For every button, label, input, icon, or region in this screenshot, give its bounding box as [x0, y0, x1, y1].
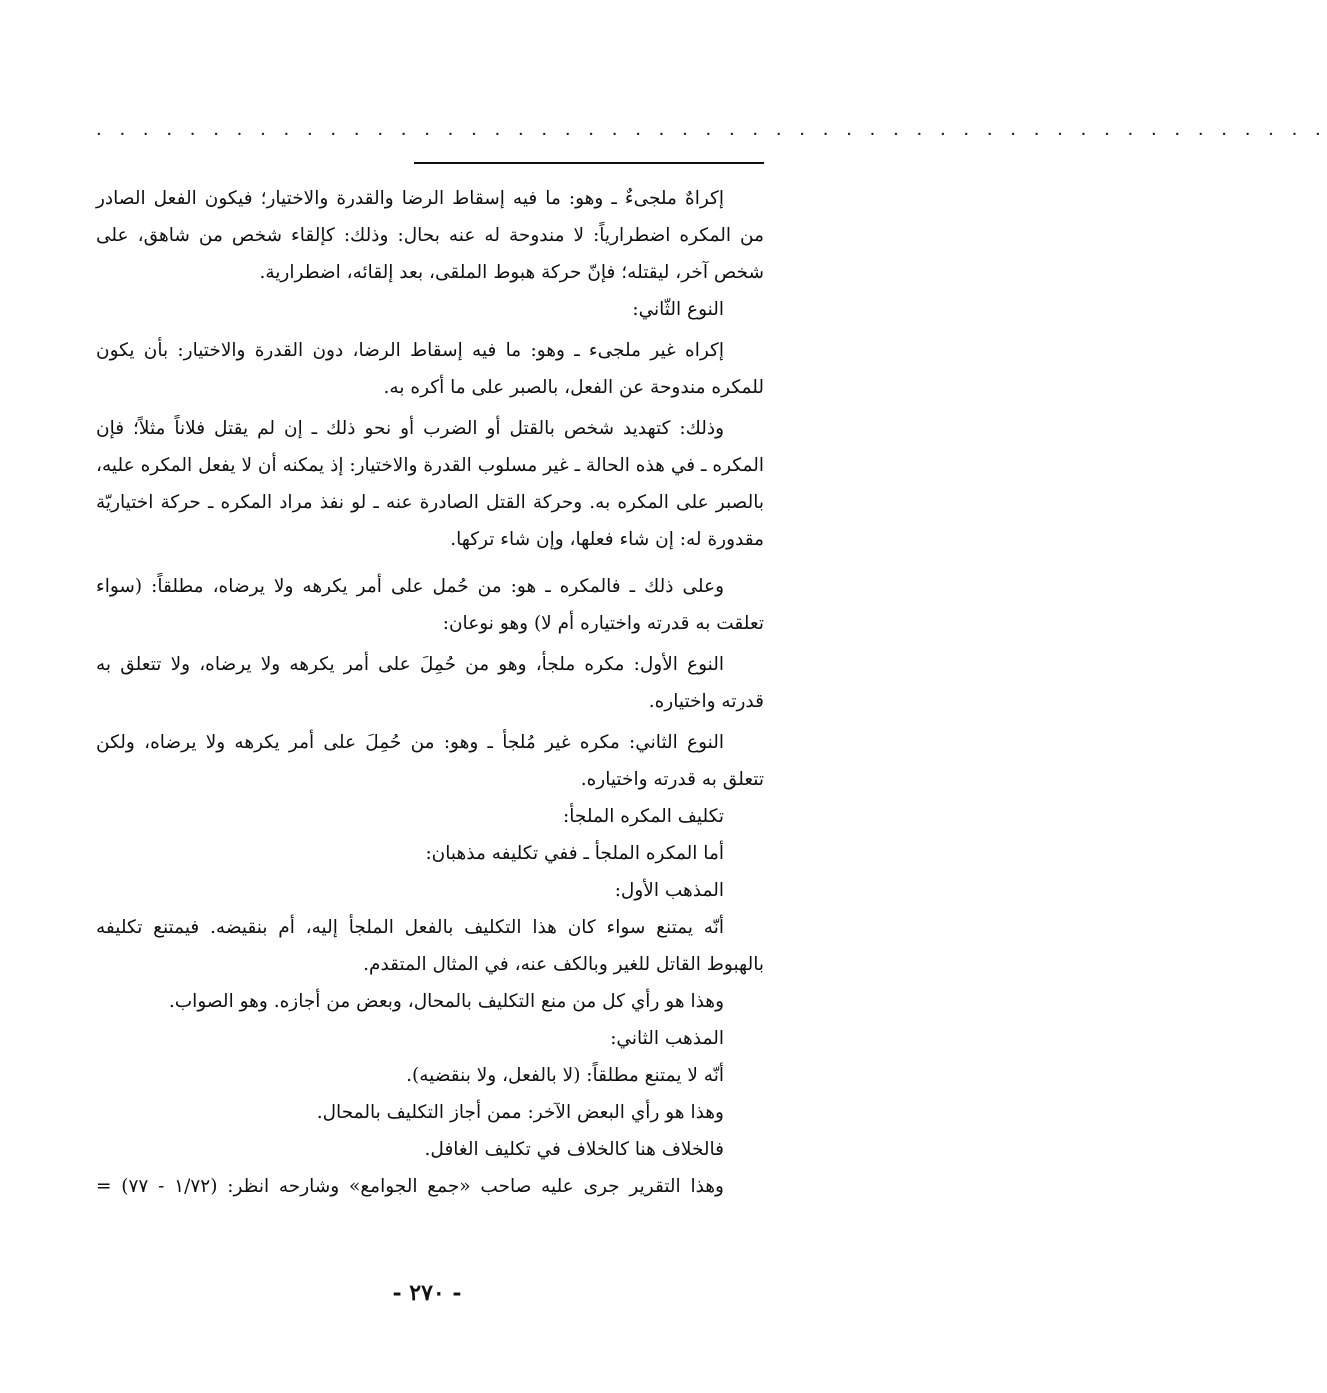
paragraph-non-compelling-coercion: إكراه غير ملجىء ـ وهو: ما فيه إسقاط الرضا، دون القدرة والاختيار: بأن يكون للمكره مندوحة عن الفعل، بالصبر على ما أكره به. — [96, 340, 764, 398]
heading-first-school: المذهب الأول: — [614, 880, 724, 901]
paragraph-coerced-definition: وعلى ذلك ـ فالمكره ـ هو: من حُمل على أمر يكرهه ولا يرضاه، مطلقاً: (سواء تعلقت به قدرته واختياره أم لا) وهو نوعان: — [96, 576, 764, 634]
paragraph-two-schools: أما المكره الملجأ ـ ففي تكليفه مذهبان: — [425, 843, 724, 864]
paragraph-first-school-opinion: وهذا هو رأي كل من منع التكليف بالمحال، وبعض من أجازه. وهو الصواب. — [168, 991, 724, 1012]
footnote-text — [96, 180, 764, 1205]
paragraph-second-type: النوع الثاني: مكره غير مُلجأ ـ وهو: من حُمِلَ على أمر يكرهه ولا يرضاه، ولكن تتعلق به قدرته واختياره. — [96, 732, 764, 790]
paragraph-second-school: أنّه لا يمتنع مطلقاً: (لا بالفعل، ولا بنقضيه). — [406, 1065, 724, 1086]
page-number: - ٢٧٠ - — [392, 1280, 462, 1306]
paragraph-first-school: أنّه يمتنع سواء كان هذا التكليف بالفعل الملجأ إليه، أم بنقيضه. فيمتنع تكليفه بالهبوط القاتل للغير وبالكف عنه، في المثال المتقدم. — [96, 917, 764, 975]
paragraph-first-type: النوع الأول: مكره ملجأ، وهو من حُمِلَ على أمر يكرهه ولا يرضاه، ولا تتعلق به قدرته واختياره. — [96, 654, 764, 712]
dotted-separator: · · · · · · · · · · · · · · · · · · · · · · · · · · · · · · · · · · · · · · · · · · · · · · · · · · · · · — [96, 124, 1327, 145]
heading-second-type: النوع الثّاني: — [632, 299, 724, 320]
paragraph-reference: وهذا التقرير جرى عليه صاحب «جمع الجوامع» وشارحه انظر: (١/٧٢ - ٧٧) = — [96, 1176, 724, 1197]
footnote-rule — [414, 162, 764, 164]
paragraph-second-school-opinion: وهذا هو رأي البعض الآخر: ممن أجاز التكليف بالمحال. — [316, 1102, 724, 1123]
paragraph-compelling-coercion: إكراهٌ ملجىءٌ ـ وهو: ما فيه إسقاط الرضا والقدرة والاختيار؛ فيكون الفعل الصادر من المكره اضطرارياً: لا مندوحة له عنه بحال: وذلك: كإلقاء شخص من شاهق، على شخص آخر، ليقتله؛ فإنّ حركة هبوط الملقى، بعد إلقائه، اضطرارية. — [96, 188, 764, 283]
paragraph-threat-example: وذلك: كتهديد شخص بالقتل أو الضرب أو نحو ذلك ـ إن لم يقتل فلاناً مثلاً؛ فإن المكره ـ في هذه الحالة ـ غير مسلوب القدرة والاختيار: إذ يمكنه أن لا يفعل المكره عليه، بالصبر على المكره به. وحركة القتل الصادرة عنه ـ لو نفذ مراد المكره ـ حركة اختياريّة مقدورة له: إن شاء فعلها، وإن شاء تركها. — [96, 418, 764, 550]
heading-obligation-compelled: تكليف المكره الملجأ: — [563, 806, 724, 827]
heading-second-school: المذهب الثاني: — [610, 1028, 724, 1049]
paragraph-disagreement: فالخلاف هنا كالخلاف في تكليف الغافل. — [424, 1139, 724, 1160]
